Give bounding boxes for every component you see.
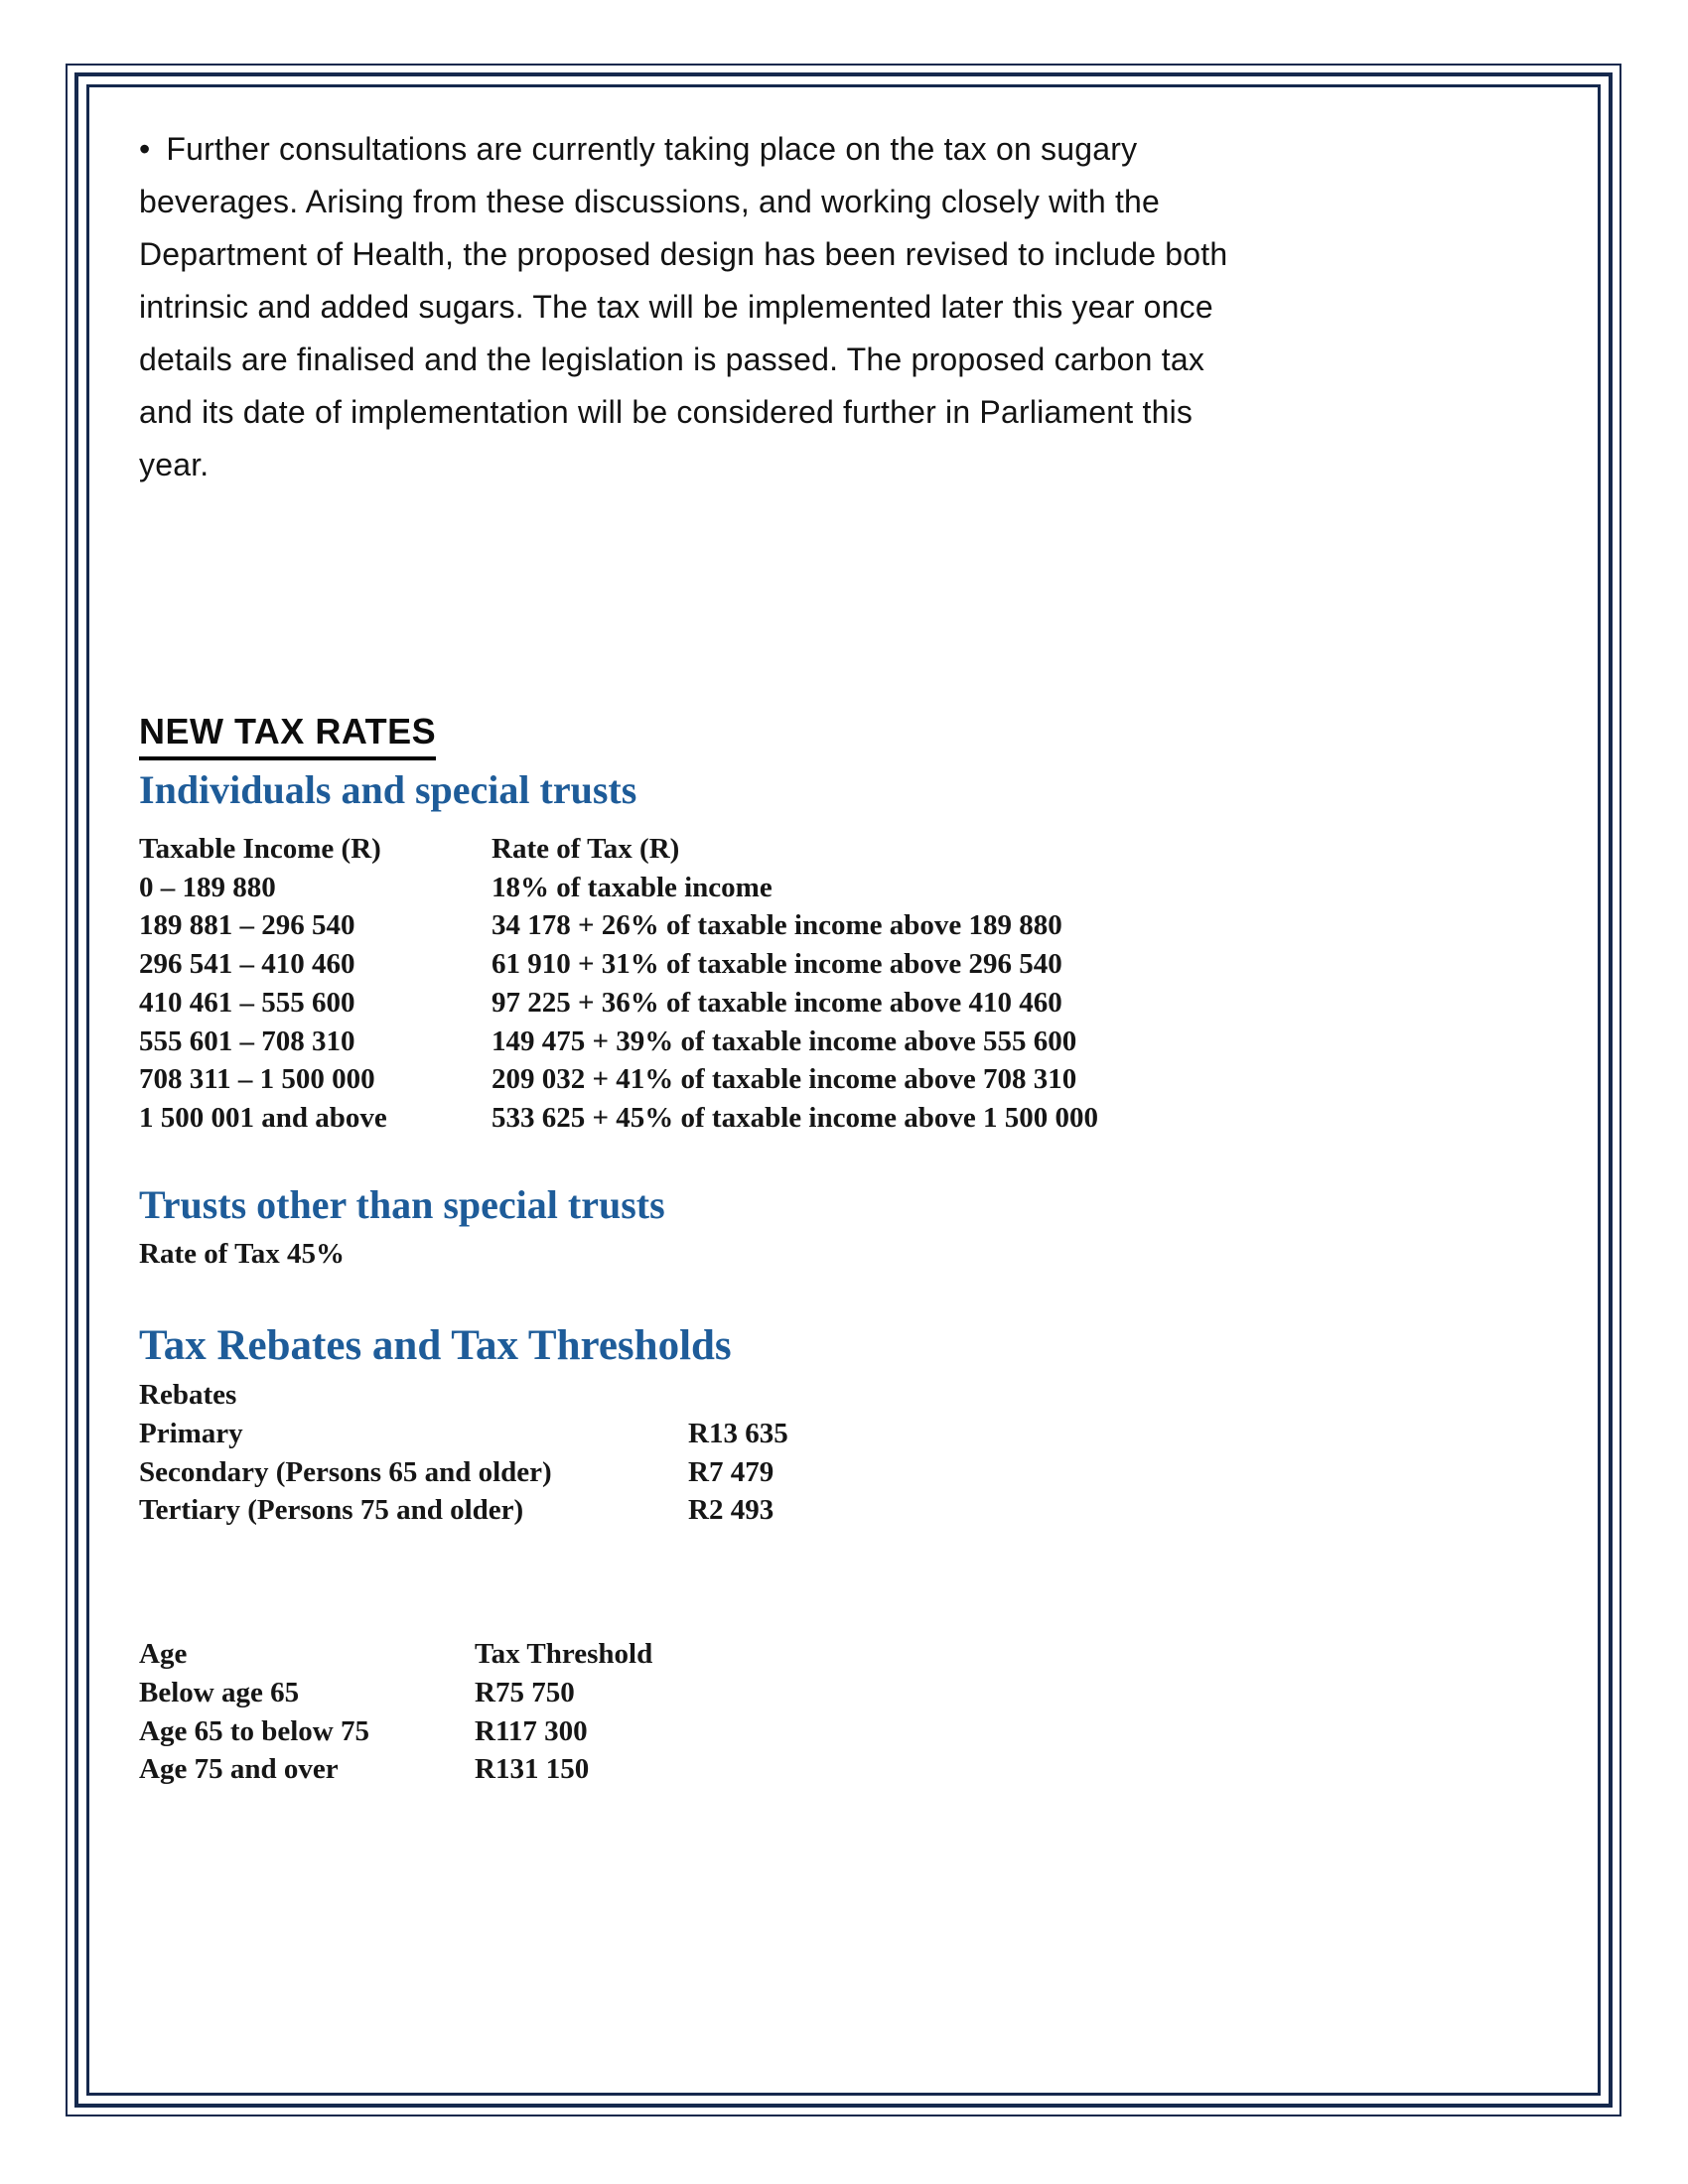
section-heading-rebates-thresholds: Tax Rebates and Tax Thresholds <box>139 1322 732 1370</box>
threshold-value: R131 150 <box>475 1753 590 1786</box>
rebate-value: R7 479 <box>688 1455 774 1488</box>
threshold-value: R75 750 <box>475 1676 575 1708</box>
new-tax-rates-title: NEW TAX RATES <box>139 710 436 760</box>
rebates-subtitle: Rebates <box>139 1379 237 1412</box>
table-cell-tax-rate: 209 032 + 41% of taxable income above 708 310 <box>492 1063 1077 1096</box>
paragraph-line: intrinsic and added sugars. The tax will be implemented later this year once <box>139 289 1213 325</box>
page-content <box>89 123 1598 2096</box>
threshold-label: Below age 65 <box>139 1676 300 1708</box>
section-heading-individuals: Individuals and special trusts <box>139 767 637 812</box>
table-cell-income-bracket: 296 541 – 410 460 <box>139 948 355 981</box>
paragraph-line: and its date of implementation will be considered further in Parliament this <box>139 394 1194 430</box>
rebate-label: Tertiary (Persons 75 and older) <box>139 1494 524 1527</box>
paragraph-line: Department of Health, the proposed design has been revised to include both <box>139 236 1228 272</box>
column-header-tax-threshold: Tax Threshold <box>475 1638 653 1671</box>
table-cell-income-bracket: 708 311 – 1 500 000 <box>139 1063 375 1096</box>
paragraph-line: details are finalised and the legislation is passed. The proposed carbon tax <box>139 341 1205 377</box>
page-border-middle <box>74 72 1613 2108</box>
rebate-value: R13 635 <box>688 1418 788 1450</box>
table-cell-tax-rate: 61 910 + 31% of taxable income above 296 540 <box>492 948 1062 981</box>
section-heading-trusts: Trusts other than special trusts <box>139 1181 665 1227</box>
section-heading-new-tax-rates <box>139 710 1528 760</box>
individuals-tax-table <box>139 830 1528 1138</box>
column-header-taxable-income: Taxable Income (R) <box>139 833 381 865</box>
table-cell-tax-rate: 34 178 + 26% of taxable income above 189 880 <box>492 909 1062 942</box>
table-cell-income-bracket: 0 – 189 880 <box>139 871 276 903</box>
table-cell-tax-rate: 149 475 + 39% of taxable income above 555 600 <box>492 1024 1077 1057</box>
rebates-table <box>139 1415 1528 1530</box>
trusts-rate-of-tax: Rate of Tax 45% <box>139 1237 346 1270</box>
rebate-label: Secondary (Persons 65 and older) <box>139 1455 552 1488</box>
paragraph-line: beverages. Arising from these discussions, and working closely with the <box>139 184 1161 219</box>
table-cell-income-bracket: 1 500 001 and above <box>139 1101 387 1134</box>
rebate-label: Primary <box>139 1418 243 1450</box>
paragraph-line-text: Further consultations are currently taking place on the tax on sugary <box>166 131 1138 167</box>
column-header-rate-of-tax: Rate of Tax (R) <box>492 833 680 865</box>
paragraph-line: year. <box>139 447 210 482</box>
table-cell-income-bracket: 189 881 – 296 540 <box>139 909 355 942</box>
page-border-inner <box>86 84 1601 2096</box>
rebate-value: R2 493 <box>688 1494 774 1527</box>
threshold-value: R117 300 <box>475 1714 588 1747</box>
bullet-marker: • <box>139 131 151 167</box>
thresholds-table <box>139 1635 1528 1789</box>
threshold-label: Age 75 and over <box>139 1753 339 1786</box>
paragraph-line <box>139 123 1528 176</box>
table-cell-tax-rate: 18% of taxable income <box>492 871 773 903</box>
column-header-age: Age <box>139 1638 188 1671</box>
table-cell-tax-rate: 97 225 + 36% of taxable income above 410 460 <box>492 986 1062 1019</box>
table-cell-income-bracket: 410 461 – 555 600 <box>139 986 355 1019</box>
threshold-label: Age 65 to below 75 <box>139 1714 369 1747</box>
table-cell-income-bracket: 555 601 – 708 310 <box>139 1024 355 1057</box>
table-cell-tax-rate: 533 625 + 45% of taxable income above 1 500 000 <box>492 1101 1098 1134</box>
page-border-outer <box>66 64 1621 2116</box>
intro-paragraph <box>139 123 1528 491</box>
